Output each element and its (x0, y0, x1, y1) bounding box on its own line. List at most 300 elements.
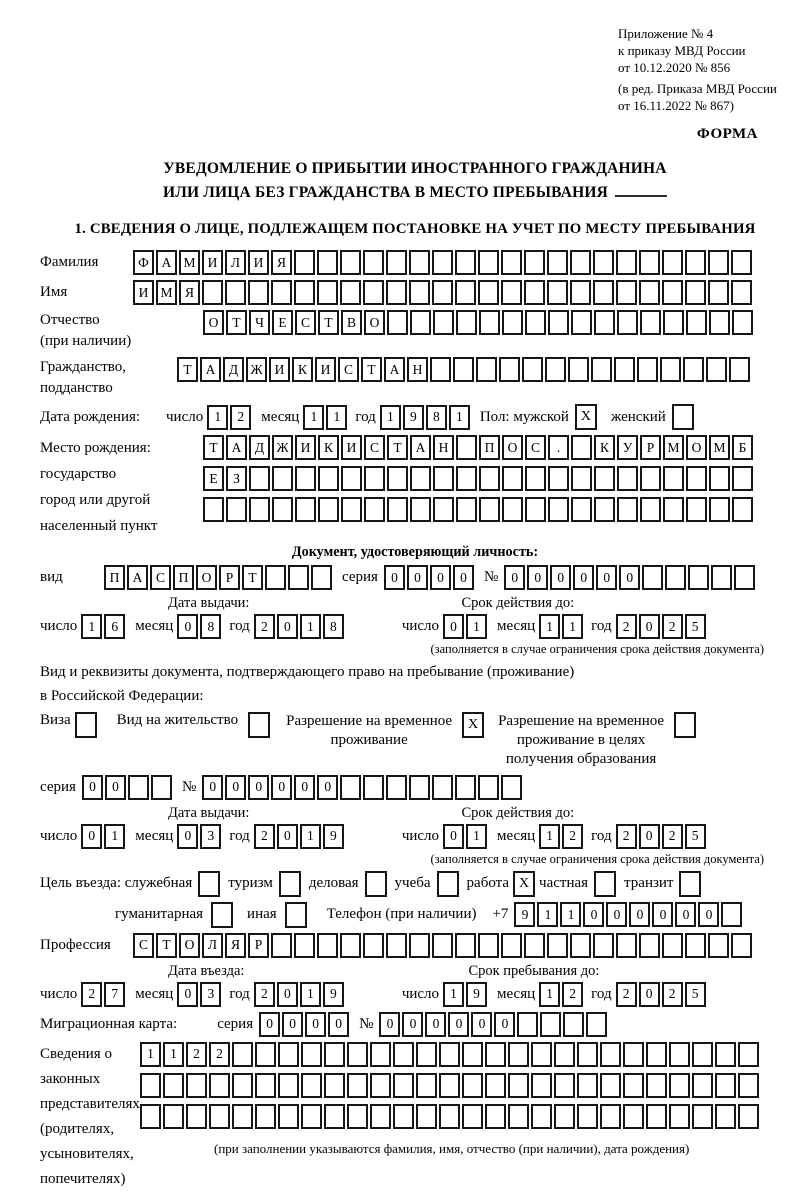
char-cell[interactable]: К (318, 435, 339, 460)
char-cell[interactable]: 2 (254, 824, 275, 849)
char-cell[interactable]: 0 (81, 824, 102, 849)
char-cell[interactable] (295, 466, 316, 491)
char-cell[interactable]: И (269, 357, 290, 382)
char-cell[interactable] (478, 775, 499, 800)
char-cell[interactable] (387, 310, 408, 335)
char-cell[interactable] (545, 357, 566, 382)
char-cell[interactable]: 0 (430, 565, 451, 590)
char-cell[interactable]: 1 (466, 824, 487, 849)
char-cell[interactable]: Р (219, 565, 240, 590)
char-cell[interactable] (525, 466, 546, 491)
char-cell[interactable] (294, 250, 315, 275)
char-cell[interactable] (202, 280, 223, 305)
char-cell[interactable]: Е (272, 310, 293, 335)
char-cell[interactable]: Р (640, 435, 661, 460)
residence-checkbox[interactable] (248, 712, 270, 738)
char-cell[interactable] (186, 1104, 207, 1129)
char-cell[interactable] (715, 1042, 736, 1067)
char-cell[interactable] (186, 1073, 207, 1098)
char-cell[interactable] (577, 1104, 598, 1129)
gender-female-checkbox[interactable] (672, 404, 694, 430)
char-cell[interactable]: Ч (249, 310, 270, 335)
char-cell[interactable] (265, 565, 286, 590)
char-cell[interactable]: Ф (133, 250, 154, 275)
char-cell[interactable]: А (410, 435, 431, 460)
char-cell[interactable] (409, 250, 430, 275)
char-cell[interactable]: 1 (537, 902, 558, 927)
char-cell[interactable] (738, 1042, 759, 1067)
char-cell[interactable]: М (156, 280, 177, 305)
char-cell[interactable]: 5 (685, 982, 706, 1007)
char-cell[interactable]: 1 (326, 405, 347, 430)
char-cell[interactable]: Т (156, 933, 177, 958)
char-cell[interactable] (232, 1042, 253, 1067)
char-cell[interactable] (709, 497, 730, 522)
char-cell[interactable]: 9 (403, 405, 424, 430)
char-cell[interactable]: 2 (562, 824, 583, 849)
char-cell[interactable] (140, 1073, 161, 1098)
char-cell[interactable] (386, 775, 407, 800)
char-cell[interactable]: 0 (596, 565, 617, 590)
char-cell[interactable] (456, 435, 477, 460)
char-cell[interactable]: 0 (82, 775, 103, 800)
char-cell[interactable] (531, 1042, 552, 1067)
char-cell[interactable]: И (341, 435, 362, 460)
char-cell[interactable]: 0 (443, 614, 464, 639)
char-cell[interactable] (416, 1104, 437, 1129)
char-cell[interactable]: 0 (202, 775, 223, 800)
char-cell[interactable] (433, 497, 454, 522)
char-cell[interactable]: 2 (254, 982, 275, 1007)
char-cell[interactable]: 8 (200, 614, 221, 639)
char-cell[interactable]: 9 (514, 902, 535, 927)
char-cell[interactable] (525, 497, 546, 522)
char-cell[interactable]: 3 (200, 982, 221, 1007)
char-cell[interactable] (547, 250, 568, 275)
char-cell[interactable] (715, 1104, 736, 1129)
char-cell[interactable] (709, 466, 730, 491)
char-cell[interactable]: О (203, 310, 224, 335)
char-cell[interactable] (363, 280, 384, 305)
char-cell[interactable]: Я (271, 250, 292, 275)
char-cell[interactable]: О (502, 435, 523, 460)
char-cell[interactable]: Р (248, 933, 269, 958)
char-cell[interactable]: С (133, 933, 154, 958)
char-cell[interactable] (600, 1104, 621, 1129)
char-cell[interactable] (646, 1042, 667, 1067)
char-cell[interactable] (271, 933, 292, 958)
char-cell[interactable] (623, 1073, 644, 1098)
char-cell[interactable] (692, 1073, 713, 1098)
char-cell[interactable]: И (133, 280, 154, 305)
char-cell[interactable] (614, 357, 635, 382)
char-cell[interactable] (455, 933, 476, 958)
char-cell[interactable]: 1 (300, 982, 321, 1007)
char-cell[interactable] (225, 280, 246, 305)
char-cell[interactable] (508, 1042, 529, 1067)
char-cell[interactable]: В (341, 310, 362, 335)
char-cell[interactable] (410, 310, 431, 335)
char-cell[interactable]: 0 (328, 1012, 349, 1037)
char-cell[interactable]: Т (387, 435, 408, 460)
char-cell[interactable]: 0 (583, 902, 604, 927)
char-cell[interactable] (662, 250, 683, 275)
char-cell[interactable]: 1 (560, 902, 581, 927)
char-cell[interactable] (317, 280, 338, 305)
char-cell[interactable] (617, 466, 638, 491)
char-cell[interactable]: 1 (539, 824, 560, 849)
char-cell[interactable] (278, 1073, 299, 1098)
char-cell[interactable] (363, 250, 384, 275)
char-cell[interactable]: Т (226, 310, 247, 335)
char-cell[interactable]: 2 (616, 982, 637, 1007)
char-cell[interactable] (593, 933, 614, 958)
char-cell[interactable] (453, 357, 474, 382)
char-cell[interactable]: 0 (471, 1012, 492, 1037)
char-cell[interactable] (616, 933, 637, 958)
char-cell[interactable] (364, 466, 385, 491)
char-cell[interactable] (455, 280, 476, 305)
char-cell[interactable] (340, 250, 361, 275)
char-cell[interactable] (163, 1104, 184, 1129)
char-cell[interactable] (501, 933, 522, 958)
char-cell[interactable] (410, 466, 431, 491)
temp-res-checkbox[interactable]: X (462, 712, 484, 738)
char-cell[interactable] (433, 310, 454, 335)
purpose-humanitarian-checkbox[interactable] (211, 902, 233, 928)
char-cell[interactable]: 1 (539, 614, 560, 639)
char-cell[interactable] (387, 497, 408, 522)
char-cell[interactable] (255, 1104, 276, 1129)
char-cell[interactable]: 1 (380, 405, 401, 430)
char-cell[interactable] (729, 357, 750, 382)
char-cell[interactable]: Ж (246, 357, 267, 382)
visa-checkbox[interactable] (75, 712, 97, 738)
char-cell[interactable]: П (104, 565, 125, 590)
char-cell[interactable]: 9 (323, 982, 344, 1007)
char-cell[interactable]: 0 (277, 614, 298, 639)
char-cell[interactable]: Ж (272, 435, 293, 460)
char-cell[interactable] (600, 1073, 621, 1098)
char-cell[interactable]: Д (249, 435, 270, 460)
char-cell[interactable] (209, 1104, 230, 1129)
char-cell[interactable] (708, 280, 729, 305)
char-cell[interactable] (432, 775, 453, 800)
char-cell[interactable]: 1 (300, 614, 321, 639)
char-cell[interactable]: 5 (685, 614, 706, 639)
char-cell[interactable] (433, 466, 454, 491)
char-cell[interactable] (409, 933, 430, 958)
char-cell[interactable] (502, 497, 523, 522)
char-cell[interactable] (151, 775, 172, 800)
char-cell[interactable] (570, 933, 591, 958)
char-cell[interactable]: Т (361, 357, 382, 382)
char-cell[interactable] (685, 280, 706, 305)
char-cell[interactable]: 0 (448, 1012, 469, 1037)
char-cell[interactable] (732, 310, 753, 335)
char-cell[interactable]: И (202, 250, 223, 275)
char-cell[interactable] (594, 497, 615, 522)
char-cell[interactable] (669, 1042, 690, 1067)
char-cell[interactable]: 0 (177, 824, 198, 849)
char-cell[interactable] (522, 357, 543, 382)
char-cell[interactable] (591, 357, 612, 382)
char-cell[interactable] (524, 250, 545, 275)
char-cell[interactable]: А (384, 357, 405, 382)
char-cell[interactable] (249, 466, 270, 491)
char-cell[interactable] (683, 357, 704, 382)
char-cell[interactable]: 0 (619, 565, 640, 590)
char-cell[interactable]: 1 (81, 614, 102, 639)
char-cell[interactable] (732, 497, 753, 522)
char-cell[interactable]: 2 (81, 982, 102, 1007)
char-cell[interactable]: 0 (384, 565, 405, 590)
char-cell[interactable] (570, 250, 591, 275)
char-cell[interactable] (617, 497, 638, 522)
char-cell[interactable]: С (525, 435, 546, 460)
char-cell[interactable] (387, 466, 408, 491)
char-cell[interactable]: 2 (186, 1042, 207, 1067)
char-cell[interactable] (508, 1073, 529, 1098)
char-cell[interactable]: 2 (562, 982, 583, 1007)
char-cell[interactable] (232, 1073, 253, 1098)
char-cell[interactable] (485, 1104, 506, 1129)
char-cell[interactable]: Е (203, 466, 224, 491)
char-cell[interactable]: 0 (177, 614, 198, 639)
char-cell[interactable] (501, 250, 522, 275)
char-cell[interactable] (347, 1104, 368, 1129)
char-cell[interactable] (525, 310, 546, 335)
char-cell[interactable] (317, 933, 338, 958)
char-cell[interactable]: 1 (207, 405, 228, 430)
char-cell[interactable]: И (315, 357, 336, 382)
char-cell[interactable]: К (594, 435, 615, 460)
char-cell[interactable] (734, 565, 755, 590)
char-cell[interactable]: 0 (379, 1012, 400, 1037)
char-cell[interactable] (232, 1104, 253, 1129)
char-cell[interactable] (386, 933, 407, 958)
char-cell[interactable] (548, 466, 569, 491)
char-cell[interactable]: 1 (104, 824, 125, 849)
char-cell[interactable]: 0 (606, 902, 627, 927)
char-cell[interactable] (639, 280, 660, 305)
char-cell[interactable] (456, 310, 477, 335)
char-cell[interactable]: 1 (443, 982, 464, 1007)
char-cell[interactable]: 0 (425, 1012, 446, 1037)
char-cell[interactable]: 9 (323, 824, 344, 849)
char-cell[interactable] (663, 466, 684, 491)
char-cell[interactable]: С (295, 310, 316, 335)
char-cell[interactable]: 0 (317, 775, 338, 800)
char-cell[interactable]: 2 (230, 405, 251, 430)
char-cell[interactable]: 1 (303, 405, 324, 430)
char-cell[interactable] (548, 497, 569, 522)
char-cell[interactable]: С (364, 435, 385, 460)
char-cell[interactable] (311, 565, 332, 590)
char-cell[interactable] (594, 310, 615, 335)
char-cell[interactable] (439, 1104, 460, 1129)
char-cell[interactable] (462, 1073, 483, 1098)
char-cell[interactable] (386, 250, 407, 275)
char-cell[interactable]: 1 (449, 405, 470, 430)
char-cell[interactable]: 2 (209, 1042, 230, 1067)
char-cell[interactable]: Т (318, 310, 339, 335)
char-cell[interactable] (600, 1042, 621, 1067)
char-cell[interactable] (637, 357, 658, 382)
char-cell[interactable] (409, 280, 430, 305)
char-cell[interactable] (271, 280, 292, 305)
char-cell[interactable] (623, 1042, 644, 1067)
char-cell[interactable] (616, 280, 637, 305)
char-cell[interactable] (324, 1104, 345, 1129)
char-cell[interactable]: 2 (254, 614, 275, 639)
char-cell[interactable]: 1 (466, 614, 487, 639)
char-cell[interactable] (594, 466, 615, 491)
char-cell[interactable] (660, 357, 681, 382)
char-cell[interactable] (692, 1042, 713, 1067)
char-cell[interactable]: 0 (494, 1012, 515, 1037)
purpose-official-checkbox[interactable] (198, 871, 220, 897)
char-cell[interactable] (642, 565, 663, 590)
char-cell[interactable]: А (226, 435, 247, 460)
temp-res-edu-checkbox[interactable] (674, 712, 696, 738)
char-cell[interactable]: 0 (504, 565, 525, 590)
char-cell[interactable] (685, 933, 706, 958)
char-cell[interactable] (416, 1073, 437, 1098)
char-cell[interactable] (662, 280, 683, 305)
char-cell[interactable] (456, 466, 477, 491)
char-cell[interactable]: О (686, 435, 707, 460)
char-cell[interactable]: 1 (562, 614, 583, 639)
char-cell[interactable]: О (364, 310, 385, 335)
char-cell[interactable]: М (663, 435, 684, 460)
char-cell[interactable]: 2 (662, 824, 683, 849)
char-cell[interactable]: П (479, 435, 500, 460)
char-cell[interactable] (485, 1073, 506, 1098)
char-cell[interactable] (706, 357, 727, 382)
char-cell[interactable]: Н (433, 435, 454, 460)
char-cell[interactable] (432, 933, 453, 958)
char-cell[interactable] (738, 1073, 759, 1098)
char-cell[interactable] (456, 497, 477, 522)
char-cell[interactable]: 0 (639, 614, 660, 639)
char-cell[interactable] (640, 310, 661, 335)
char-cell[interactable] (708, 250, 729, 275)
char-cell[interactable] (571, 466, 592, 491)
char-cell[interactable]: О (179, 933, 200, 958)
char-cell[interactable]: А (200, 357, 221, 382)
char-cell[interactable] (731, 280, 752, 305)
char-cell[interactable] (524, 280, 545, 305)
char-cell[interactable]: 0 (259, 1012, 280, 1037)
char-cell[interactable] (226, 497, 247, 522)
char-cell[interactable] (478, 250, 499, 275)
char-cell[interactable]: 0 (277, 982, 298, 1007)
char-cell[interactable] (732, 466, 753, 491)
char-cell[interactable] (439, 1073, 460, 1098)
char-cell[interactable] (272, 497, 293, 522)
char-cell[interactable]: 7 (104, 982, 125, 1007)
char-cell[interactable] (686, 466, 707, 491)
char-cell[interactable] (301, 1042, 322, 1067)
char-cell[interactable]: 0 (294, 775, 315, 800)
char-cell[interactable]: 0 (453, 565, 474, 590)
char-cell[interactable] (731, 933, 752, 958)
char-cell[interactable] (646, 1104, 667, 1129)
char-cell[interactable]: 0 (271, 775, 292, 800)
char-cell[interactable] (531, 1104, 552, 1129)
char-cell[interactable]: Б (732, 435, 753, 460)
char-cell[interactable] (294, 933, 315, 958)
char-cell[interactable] (686, 310, 707, 335)
char-cell[interactable] (485, 1042, 506, 1067)
char-cell[interactable]: 0 (443, 824, 464, 849)
char-cell[interactable] (692, 1104, 713, 1129)
char-cell[interactable] (715, 1073, 736, 1098)
char-cell[interactable] (294, 280, 315, 305)
char-cell[interactable]: 0 (639, 982, 660, 1007)
char-cell[interactable]: 5 (685, 824, 706, 849)
char-cell[interactable] (140, 1104, 161, 1129)
char-cell[interactable] (577, 1073, 598, 1098)
char-cell[interactable]: О (196, 565, 217, 590)
char-cell[interactable] (340, 280, 361, 305)
char-cell[interactable]: 0 (527, 565, 548, 590)
char-cell[interactable] (301, 1073, 322, 1098)
char-cell[interactable]: 0 (698, 902, 719, 927)
char-cell[interactable] (341, 497, 362, 522)
gender-male-checkbox[interactable]: X (575, 404, 597, 430)
char-cell[interactable] (571, 435, 592, 460)
purpose-tourism-checkbox[interactable] (279, 871, 301, 897)
char-cell[interactable] (301, 1104, 322, 1129)
char-cell[interactable] (386, 280, 407, 305)
char-cell[interactable] (455, 775, 476, 800)
char-cell[interactable]: З (226, 466, 247, 491)
char-cell[interactable] (255, 1073, 276, 1098)
char-cell[interactable] (711, 565, 732, 590)
char-cell[interactable] (688, 565, 709, 590)
char-cell[interactable]: 0 (550, 565, 571, 590)
char-cell[interactable] (554, 1042, 575, 1067)
char-cell[interactable] (738, 1104, 759, 1129)
char-cell[interactable] (547, 933, 568, 958)
char-cell[interactable]: 2 (616, 824, 637, 849)
char-cell[interactable] (478, 280, 499, 305)
char-cell[interactable] (340, 775, 361, 800)
char-cell[interactable] (363, 775, 384, 800)
char-cell[interactable] (547, 280, 568, 305)
char-cell[interactable] (255, 1042, 276, 1067)
char-cell[interactable] (324, 1042, 345, 1067)
char-cell[interactable] (455, 250, 476, 275)
char-cell[interactable] (393, 1073, 414, 1098)
char-cell[interactable] (476, 357, 497, 382)
char-cell[interactable]: . (548, 435, 569, 460)
char-cell[interactable]: 1 (300, 824, 321, 849)
char-cell[interactable]: 0 (652, 902, 673, 927)
char-cell[interactable] (502, 310, 523, 335)
char-cell[interactable]: 8 (426, 405, 447, 430)
char-cell[interactable]: 9 (466, 982, 487, 1007)
char-cell[interactable]: 1 (140, 1042, 161, 1067)
char-cell[interactable] (209, 1073, 230, 1098)
char-cell[interactable]: 2 (662, 614, 683, 639)
char-cell[interactable] (347, 1042, 368, 1067)
char-cell[interactable] (128, 775, 149, 800)
purpose-business-checkbox[interactable] (365, 871, 387, 897)
char-cell[interactable] (248, 280, 269, 305)
